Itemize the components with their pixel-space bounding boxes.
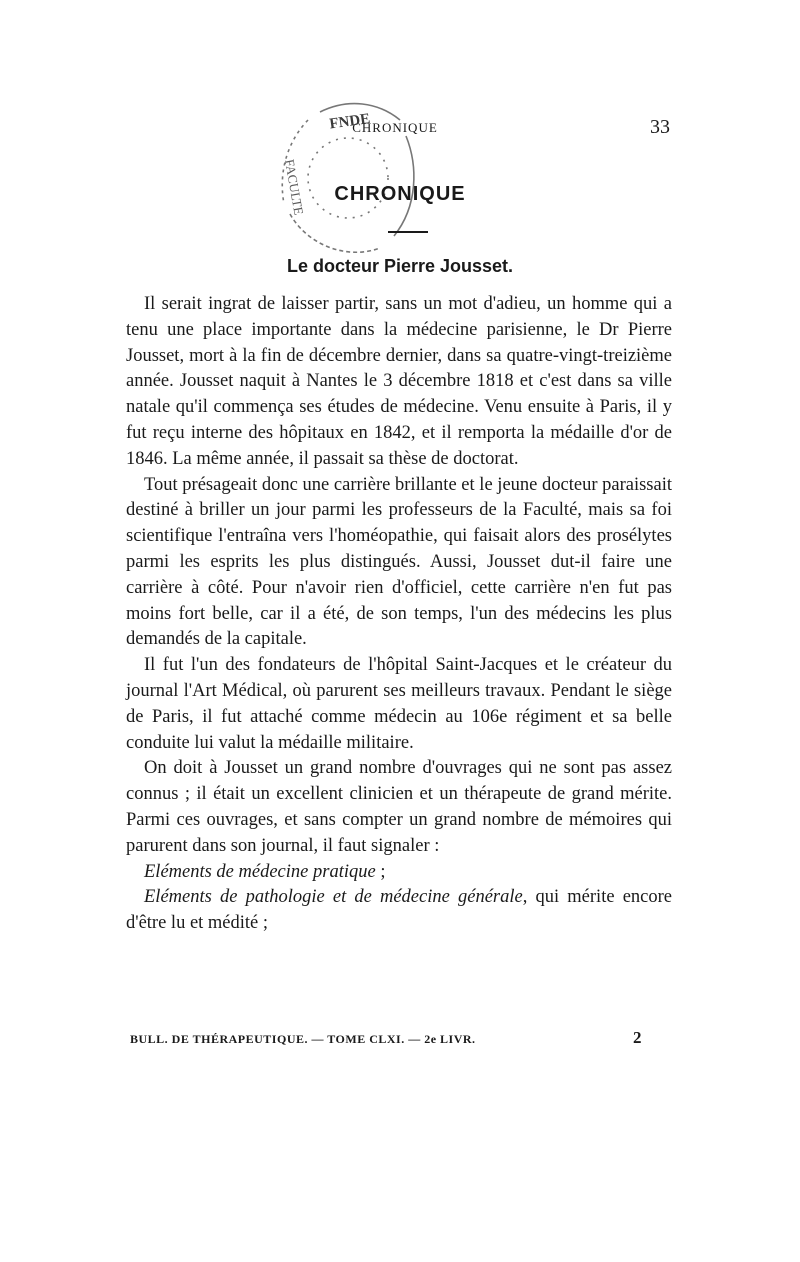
footer-citation: BULL. DE THÉRAPEUTIQUE. — TOME CLXI. — 2e LIVR.	[130, 1032, 476, 1046]
book-note: , qui mérite encore d'être lu et médité ;	[126, 887, 672, 934]
bibliography-item	[126, 860, 672, 886]
paragraph: On doit à Jousset un grand nombre d'ouvrages qui ne sont pas assez connus ; il était un excellent clinicien et un thérapeute de grand mérite. Parmi ces ouvrages, et sans compter un grand nombre de mémoires qui parurent dans son journal, il faut signaler :	[126, 758, 672, 856]
svg-text:FACULTE: FACULTE	[282, 158, 307, 217]
library-stamp-icon	[268, 96, 428, 262]
paragraph: Tout présageait donc une carrière brillante et le jeune docteur paraissait destiné à briller un jour parmi les professeurs de la Faculté, mais sa foi scientifique l'entraîna vers l'homéopathie, qui faisait alors des prosélytes parmi les esprits les plus distingués. Aussi, Jousset dut-il faire une carrière à côté. Pour n'avoir rien d'officiel, cette carrière n'en fut pas moins fort belle, car il a été, de son temps, l'un des médecins les plus demandés de la capitale.	[126, 474, 672, 650]
book-note: ;	[375, 861, 386, 882]
title-rule	[388, 231, 428, 233]
page-number: 33	[650, 116, 670, 138]
section-title: CHRONIQUE	[334, 183, 466, 205]
page-footer	[130, 1030, 642, 1050]
running-title: CHRONIQUE	[352, 120, 438, 135]
article-title: Le docteur Pierre Jousset.	[286, 256, 514, 276]
svg-text:FNDE: FNDE	[328, 110, 372, 133]
paragraph: Il serait ingrat de laisser partir, sans un mot d'adieu, un homme qui a tenu une place importante dans la médecine parisienne, le Dr Pierre Jousset, mort à la fin de décembre dernier, dans sa quatre-vingt-treizième année. Jousset naquit à Nantes le 3 décembre 1818 et c'est dans sa ville natale qu'il commença ses études de médecine. Venu ensuite à Paris, il y fut reçu interne des hôpitaux en 1842, et il remporta la médaille d'or de 1846. La même année, il passait sa thèse de doctorat.	[126, 294, 672, 469]
bibliography-item	[126, 885, 672, 937]
article-body	[126, 292, 672, 937]
book-title: Eléments de pathologie et de médecine générale	[144, 887, 523, 908]
book-title: Eléments de médecine pratique	[144, 861, 376, 882]
paragraph: Il fut l'un des fondateurs de l'hôpital Saint-Jacques et le créateur du journal l'Art Médical, où parurent ses meilleurs travaux. Pendant le siège de Paris, il fut attaché comme médecin au 106e régiment et sa belle conduite lui valut la médaille militaire.	[126, 655, 672, 753]
signature-mark: 2	[633, 1028, 642, 1047]
